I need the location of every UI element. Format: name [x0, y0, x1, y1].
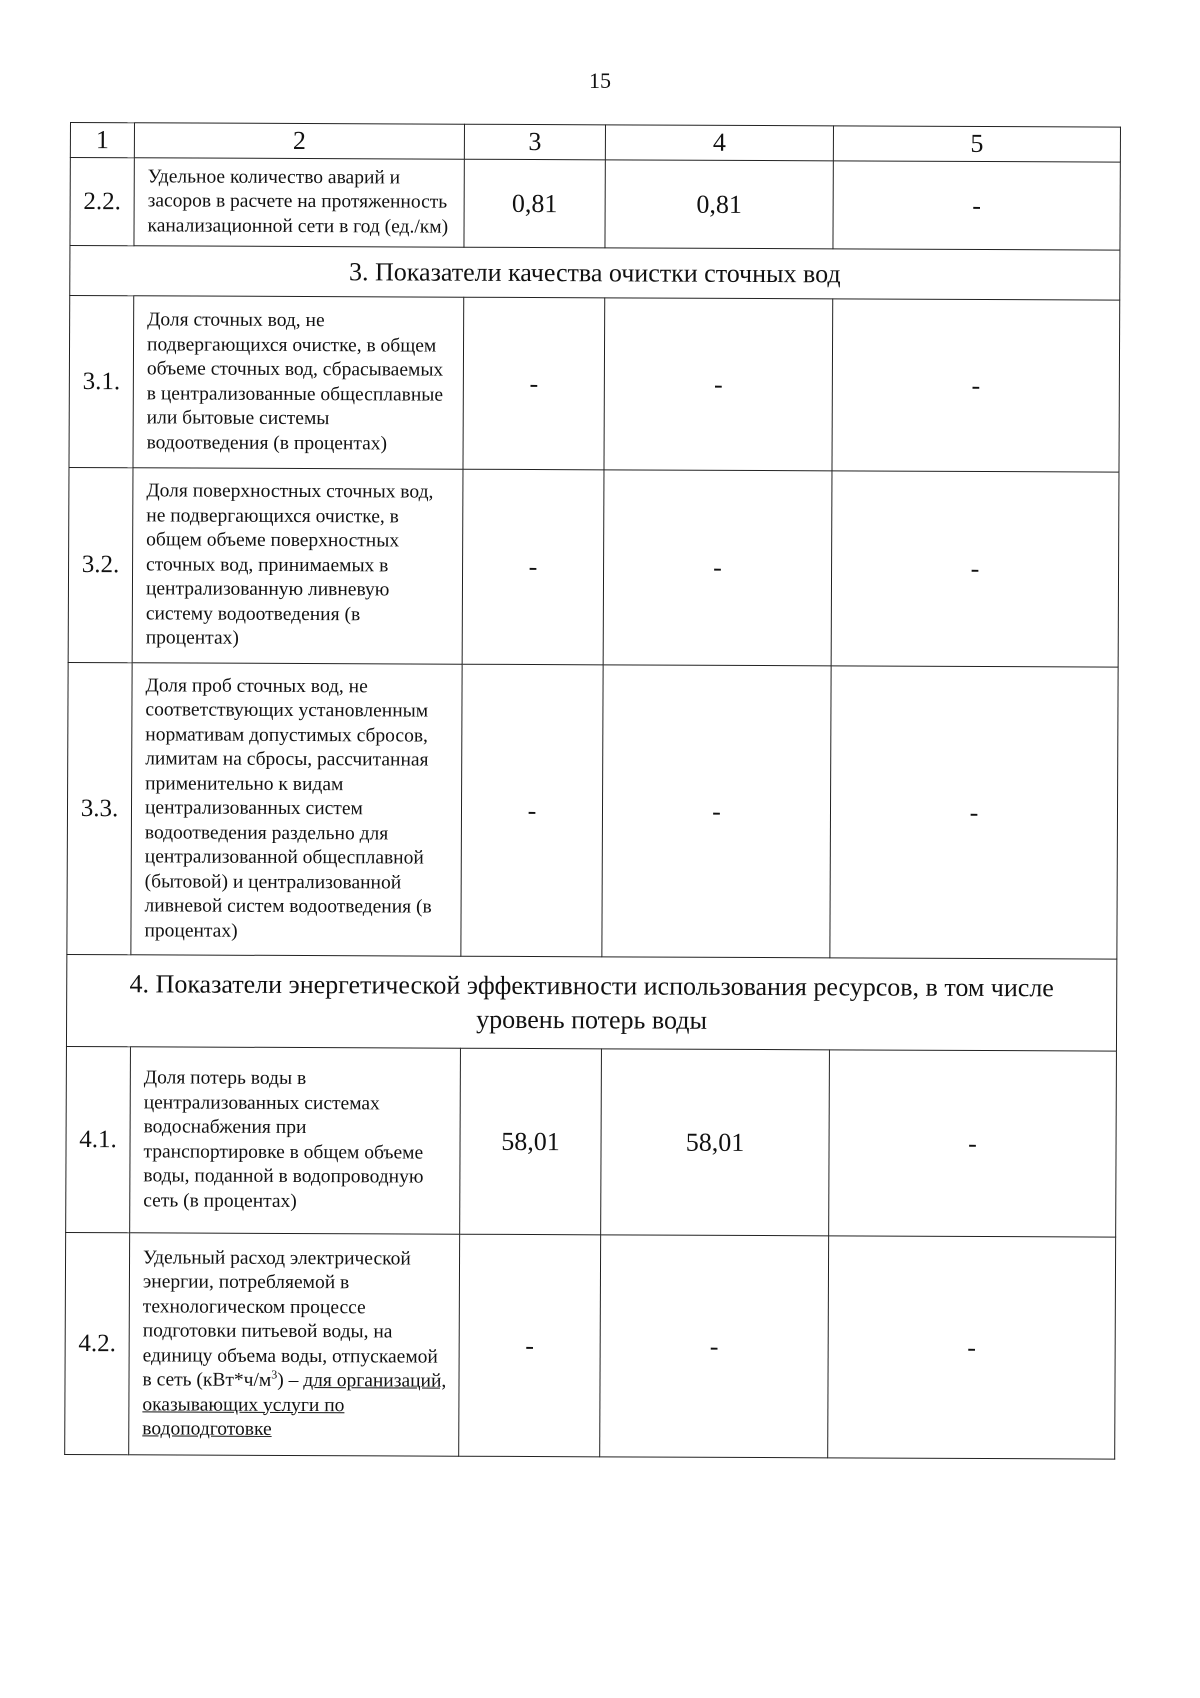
superscript-exponent: 3 — [271, 1367, 278, 1382]
row-description: Доля проб сточных вод, не соответствующих установленным нормативам допустимых сбросов, лимитам на сбросы, рассчитанная применительно к видам централизованных систем водоотведения раздельно для централизованной общесплавной (бытовой) и централизованной ливневой систем водоотведения (в процентах) — [131, 663, 462, 956]
row-value-col-3: - — [463, 297, 605, 470]
row-description: Удельное количество аварий и засоров в расчете на протяженность канализационной сети в год (ед./км) — [134, 158, 464, 247]
table-row-3-1 — [69, 296, 1120, 473]
row-description: Доля потерь воды в централизованных системах водоснабжения при транспортировке в общем объеме воды, поданной в водопроводную сеть (в процентах) — [130, 1047, 461, 1234]
row-value-col-5: - — [832, 299, 1120, 472]
row-number: 3.2. — [68, 467, 133, 662]
section-4-row — [66, 954, 1116, 1051]
row-value-col-4: - — [604, 298, 833, 471]
row-value-col-4: - — [600, 1235, 829, 1458]
row-value-col-4: 0,81 — [605, 160, 833, 249]
header-col-4: 4 — [605, 125, 833, 161]
row-value-col-3: - — [459, 1234, 601, 1457]
table-row-2-2 — [70, 158, 1120, 251]
table-header-row — [70, 123, 1120, 163]
header-col-1: 1 — [70, 123, 134, 158]
indicators-table — [64, 122, 1121, 1460]
header-col-2: 2 — [134, 123, 464, 159]
row-description: Доля сточных вод, не подвергающихся очистке, в общем объеме сточных вод, сбрасываемых в централизованные общесплавные или бытовые системы водоотведения (в процентах) — [133, 296, 464, 469]
row-value-col-5: - — [833, 161, 1120, 250]
page-number: 15 — [589, 68, 611, 93]
row-description: Доля поверхностных сточных вод, не подвергающихся очистке, в общем объеме поверхностных сточных вод, принимаемых в централизованную ливневую систему водоотведения (в процентах) — [132, 468, 463, 664]
row-description — [129, 1233, 460, 1456]
section-3-row — [70, 246, 1120, 301]
row-value-col-4: - — [603, 470, 832, 666]
section-3-title: 3. Показатели качества очистки сточных вод — [70, 246, 1120, 301]
row-number: 4.2. — [65, 1232, 130, 1454]
row-number: 2.2. — [70, 158, 134, 246]
row-value-col-5: - — [831, 471, 1119, 667]
row-number: 4.1. — [66, 1046, 131, 1232]
table-row-4-2 — [65, 1232, 1116, 1459]
table-row-3-2 — [68, 467, 1119, 667]
row-value-col-3: - — [462, 469, 604, 665]
table-row-3-3 — [67, 662, 1118, 959]
row-value-col-3: - — [461, 664, 603, 957]
row-value-col-3: 58,01 — [460, 1048, 602, 1235]
description-closing-text: ) – — [277, 1369, 304, 1392]
row-value-col-5: - — [829, 1050, 1117, 1237]
row-value-col-5: - — [830, 666, 1118, 959]
row-value-col-4: 58,01 — [601, 1049, 830, 1236]
row-number: 3.1. — [69, 296, 134, 468]
description-underlined-text: для организаций, оказывающих услуги по водоподготовке — [142, 1370, 447, 1440]
description-main-text: Удельный расход электрической энергии, потребляемой в технологическом процессе подготовки питьевой воды, на единицу объема воды, отпускаемой в сеть (кВт*ч/м — [142, 1246, 438, 1391]
row-value-col-4: - — [602, 665, 831, 958]
header-col-5: 5 — [833, 126, 1120, 162]
row-value-col-5: - — [828, 1236, 1116, 1459]
header-col-3: 3 — [464, 124, 605, 160]
table-row-4-1 — [66, 1046, 1117, 1237]
row-number: 3.3. — [67, 662, 132, 954]
section-4-title: 4. Показатели энергетической эффективности использования ресурсов, в том числе уровень потерь воды — [66, 954, 1116, 1051]
row-value-col-3: 0,81 — [464, 159, 605, 248]
